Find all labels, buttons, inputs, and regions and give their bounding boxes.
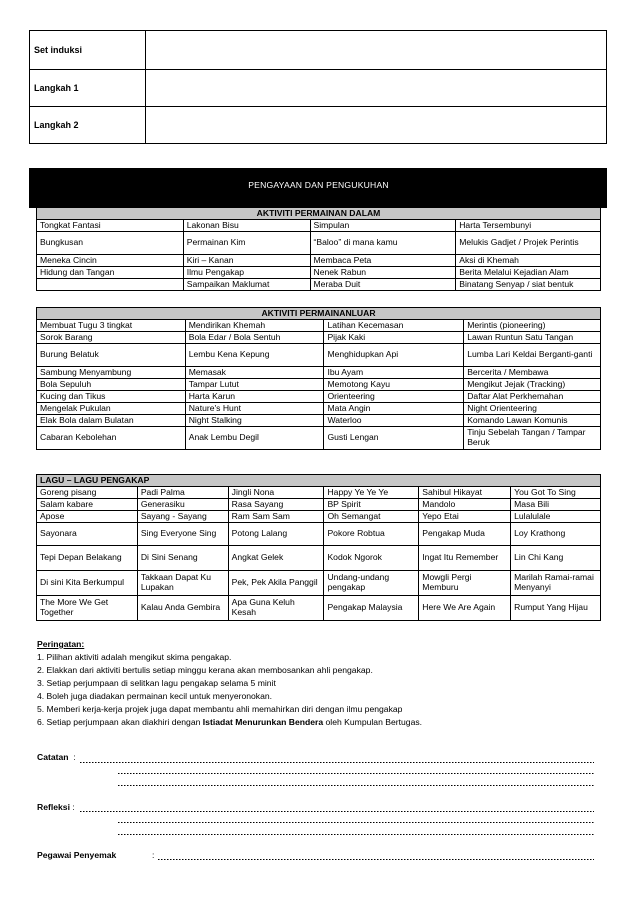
table-row <box>30 107 607 144</box>
table-row <box>37 220 601 232</box>
table-cell: Meneka Cincin <box>37 255 184 267</box>
table-row <box>30 70 607 107</box>
table-cell: Kucing dan Tikus <box>37 391 186 403</box>
refleksi-text: Refleksi <box>37 802 70 812</box>
table-cell: Pengakap Muda <box>419 523 511 546</box>
table-cell: Sayang - Sayang <box>137 511 228 523</box>
pegawai-label <box>37 850 116 860</box>
pegawai-line[interactable] <box>158 859 594 860</box>
table-cell: Kalau Anda Gembira <box>137 596 228 621</box>
table-cell: Lulalulale <box>511 511 601 523</box>
reminders-title: Peringatan: <box>37 639 85 649</box>
table-cell: Lembu Kena Kepung <box>185 344 324 367</box>
table-cell: Padi Palma <box>137 487 228 499</box>
table-row <box>37 403 601 415</box>
table-header: AKTIVITI PERMAINANLUAR <box>37 308 601 320</box>
table-cell: Sambung Menyambung <box>37 367 186 379</box>
reminders <box>37 638 422 729</box>
table-cell: Loy Krathong <box>511 523 601 546</box>
outdoor-activities-table <box>36 307 601 450</box>
table-cell: Angkat Gelek <box>228 546 324 571</box>
catatan-text: Catatan <box>37 752 69 762</box>
table-row <box>37 546 601 571</box>
table-cell: Elak Bola dalam Bulatan <box>37 415 186 427</box>
table-cell: Rumput Yang Hijau <box>511 596 601 621</box>
table-cell: Sampaikan Maklumat <box>183 279 310 291</box>
table-cell: Yepo Etai <box>419 511 511 523</box>
table-row <box>37 415 601 427</box>
table-cell: Bola Edar / Bola Sentuh <box>185 332 324 344</box>
table-cell: Burung Belatuk <box>37 344 186 367</box>
table-cell: You Got To Sing <box>511 487 601 499</box>
table-cell: Di sini Kita Berkumpul <box>37 571 138 596</box>
table-cell: Tinju Sebelah Tangan / Tampar Beruk <box>464 427 601 450</box>
table-cell: Hidung dan Tangan <box>37 267 184 279</box>
table-cell: Mengelak Pukulan <box>37 403 186 415</box>
table-cell: Ilmu Pengakap <box>183 267 310 279</box>
songs-table <box>36 474 601 621</box>
table-cell: Pengakap Malaysia <box>324 596 419 621</box>
list-item: 4. Boleh juga diadakan permainan kecil untuk menyeronokan. <box>37 691 273 701</box>
refleksi-line-1[interactable] <box>80 811 594 812</box>
table-row <box>37 232 601 255</box>
table-cell: Ram Sam Sam <box>228 511 324 523</box>
table-row <box>37 427 601 450</box>
table-header-row <box>37 308 601 320</box>
table-cell: Here We Are Again <box>419 596 511 621</box>
table-cell: Mendirikan Khemah <box>185 320 324 332</box>
list-item: 5. Memberi kerja-kerja projek juga dapat membantu ahli memahirkan diri dengan ilmu pengakap <box>37 704 403 714</box>
table-row <box>37 571 601 596</box>
table-header: AKTIVITI PERMAINAN DALAM <box>37 208 601 220</box>
table-cell: Masa Bili <box>511 499 601 511</box>
table-cell: Membuat Tugu 3 tingkat <box>37 320 186 332</box>
table-cell: Berita Melalui Kejadian Alam <box>456 267 601 279</box>
table-cell: Lin Chi Kang <box>511 546 601 571</box>
table-cell: Harta Tersembunyi <box>456 220 601 232</box>
row-content[interactable] <box>146 107 607 144</box>
table-cell: Pijak Kaki <box>324 332 464 344</box>
colon: : <box>72 802 75 812</box>
table-row <box>37 523 601 546</box>
refleksi-line-3[interactable] <box>118 834 594 835</box>
item-text: oleh Kumpulan Bertugas. <box>323 717 423 727</box>
refleksi-line-2[interactable] <box>118 822 594 823</box>
table-cell: BP Spirit <box>324 499 419 511</box>
table-cell: Meraba Duit <box>310 279 456 291</box>
table-row <box>37 487 601 499</box>
colon: : <box>73 752 76 762</box>
section-title: PENGAYAAN DAN PENGUKUHAN <box>248 180 389 190</box>
table-cell: Undang-undang pengakap <box>324 571 419 596</box>
table-cell: Ibu Ayam <box>324 367 464 379</box>
table-header-row <box>37 475 601 487</box>
table-cell <box>37 279 184 291</box>
table-cell: Oh Semangat <box>324 511 419 523</box>
table-cell: Happy Ye Ye Ye <box>324 487 419 499</box>
table-header: LAGU – LAGU PENGAKAP <box>37 475 601 487</box>
table-row <box>37 332 601 344</box>
pegawai-colon: : <box>152 850 155 860</box>
table-cell: Lawan Runtun Satu Tangan <box>464 332 601 344</box>
lesson-steps-table <box>29 30 607 144</box>
refleksi-label <box>37 802 75 812</box>
pegawai-text: Pegawai Penyemak <box>37 850 117 860</box>
table-cell: Di Sini Senang <box>137 546 228 571</box>
table-cell: Permainan Kim <box>183 232 310 255</box>
table-cell: The More We Get Together <box>37 596 138 621</box>
table-cell: Jingli Nona <box>228 487 324 499</box>
table-cell: Night Stalking <box>185 415 324 427</box>
list-item: 3. Setiap perjumpaan di selitkan lagu pengakap selama 5 minit <box>37 678 276 688</box>
item-bold-text: Istiadat Menurunkan Bendera <box>202 717 324 727</box>
table-cell: Kiri – Kanan <box>183 255 310 267</box>
table-row <box>37 596 601 621</box>
catatan-line-3[interactable] <box>118 785 594 786</box>
table-cell: Bercerita / Membawa <box>464 367 601 379</box>
row-content[interactable] <box>146 31 607 70</box>
table-row <box>37 267 601 279</box>
table-row <box>37 391 601 403</box>
catatan-label <box>37 752 76 762</box>
table-cell: Salam kabare <box>37 499 138 511</box>
table-row <box>37 255 601 267</box>
table-cell: Orienteering <box>324 391 464 403</box>
table-cell: Anak Lembu Degil <box>185 427 324 450</box>
table-cell: Sorok Barang <box>37 332 186 344</box>
table-cell: Night Orienteering <box>464 403 601 415</box>
row-label: Set induksi <box>30 31 146 70</box>
table-cell: Tampar Lutut <box>185 379 324 391</box>
table-cell: Latihan Kecemasan <box>324 320 464 332</box>
table-cell: Nenek Rabun <box>310 267 456 279</box>
table-cell: Apose <box>37 511 138 523</box>
table-row <box>37 320 601 332</box>
table-cell: Sahibul Hikayat <box>419 487 511 499</box>
table-cell: Sing Everyone Sing <box>137 523 228 546</box>
item-text: 6. Setiap perjumpaan akan diakhiri dengan <box>37 717 203 727</box>
table-cell: Melukis Gadjet / Projek Perintis <box>456 232 601 255</box>
list-item <box>37 716 422 729</box>
catatan-line-2[interactable] <box>118 773 594 774</box>
table-row <box>30 31 607 70</box>
table-cell: Goreng pisang <box>37 487 138 499</box>
table-cell: Simpulan <box>310 220 456 232</box>
catatan-line-1[interactable] <box>80 762 594 763</box>
table-cell: Tepi Depan Belakang <box>37 546 138 571</box>
table-cell: Daftar Alat Perkhemahan <box>464 391 601 403</box>
table-cell: Komando Lawan Komunis <box>464 415 601 427</box>
table-cell: Pokore Robtua <box>324 523 419 546</box>
table-cell: Sayonara <box>37 523 138 546</box>
table-cell: Harta Karun <box>185 391 324 403</box>
table-header-row <box>37 208 601 220</box>
table-cell: Mowgli Pergi Memburu <box>419 571 511 596</box>
table-cell: Tongkat Fantasi <box>37 220 184 232</box>
table-cell: Lakonan Bisu <box>183 220 310 232</box>
table-cell: Rasa Sayang <box>228 499 324 511</box>
row-label: Langkah 1 <box>30 70 146 107</box>
table-row <box>37 511 601 523</box>
table-cell: Bungkusan <box>37 232 184 255</box>
table-row <box>37 367 601 379</box>
table-cell: Kodok Ngorok <box>324 546 419 571</box>
table-cell: Membaca Peta <box>310 255 456 267</box>
table-row <box>37 379 601 391</box>
list-item: 2. Elakkan dari aktiviti bertulis setiap minggu kerana akan membosankan ahli pengakap. <box>37 665 373 675</box>
table-cell: “Baloo” di mana kamu <box>310 232 456 255</box>
table-cell: Nature's Hunt <box>185 403 324 415</box>
table-cell: Merintis (pioneering) <box>464 320 601 332</box>
table-cell: Takkaan Dapat Ku Lupakan <box>137 571 228 596</box>
table-cell: Pek, Pek Akila Panggil <box>228 571 324 596</box>
table-cell: Generasiku <box>137 499 228 511</box>
table-cell: Ingat Itu Remember <box>419 546 511 571</box>
table-row <box>37 279 601 291</box>
table-cell: Gusti Lengan <box>324 427 464 450</box>
table-cell: Memasak <box>185 367 324 379</box>
table-cell: Marilah Ramai-ramai Menyanyi <box>511 571 601 596</box>
table-cell: Mandolo <box>419 499 511 511</box>
list-item: 1. Pilihan aktiviti adalah mengikut skima pengakap. <box>37 652 232 662</box>
table-cell: Potong Lalang <box>228 523 324 546</box>
table-cell: Binatang Senyap / siat bentuk <box>456 279 601 291</box>
row-label: Langkah 2 <box>30 107 146 144</box>
table-cell: Waterloo <box>324 415 464 427</box>
table-cell: Memotong Kayu <box>324 379 464 391</box>
table-cell: Menghidupkan Api <box>324 344 464 367</box>
table-row <box>37 344 601 367</box>
table-cell: Mata Angin <box>324 403 464 415</box>
table-cell: Aksi di Khemah <box>456 255 601 267</box>
row-content[interactable] <box>146 70 607 107</box>
table-cell: Bola Sepuluh <box>37 379 186 391</box>
table-row <box>37 499 601 511</box>
indoor-activities-table <box>36 207 601 291</box>
table-cell: Apa Guna Keluh Kesah <box>228 596 324 621</box>
table-cell: Mengikut Jejak (Tracking) <box>464 379 601 391</box>
table-cell: Lumba Lari Keldai Berganti-ganti <box>464 344 601 367</box>
table-cell: Cabaran Kebolehan <box>37 427 186 450</box>
